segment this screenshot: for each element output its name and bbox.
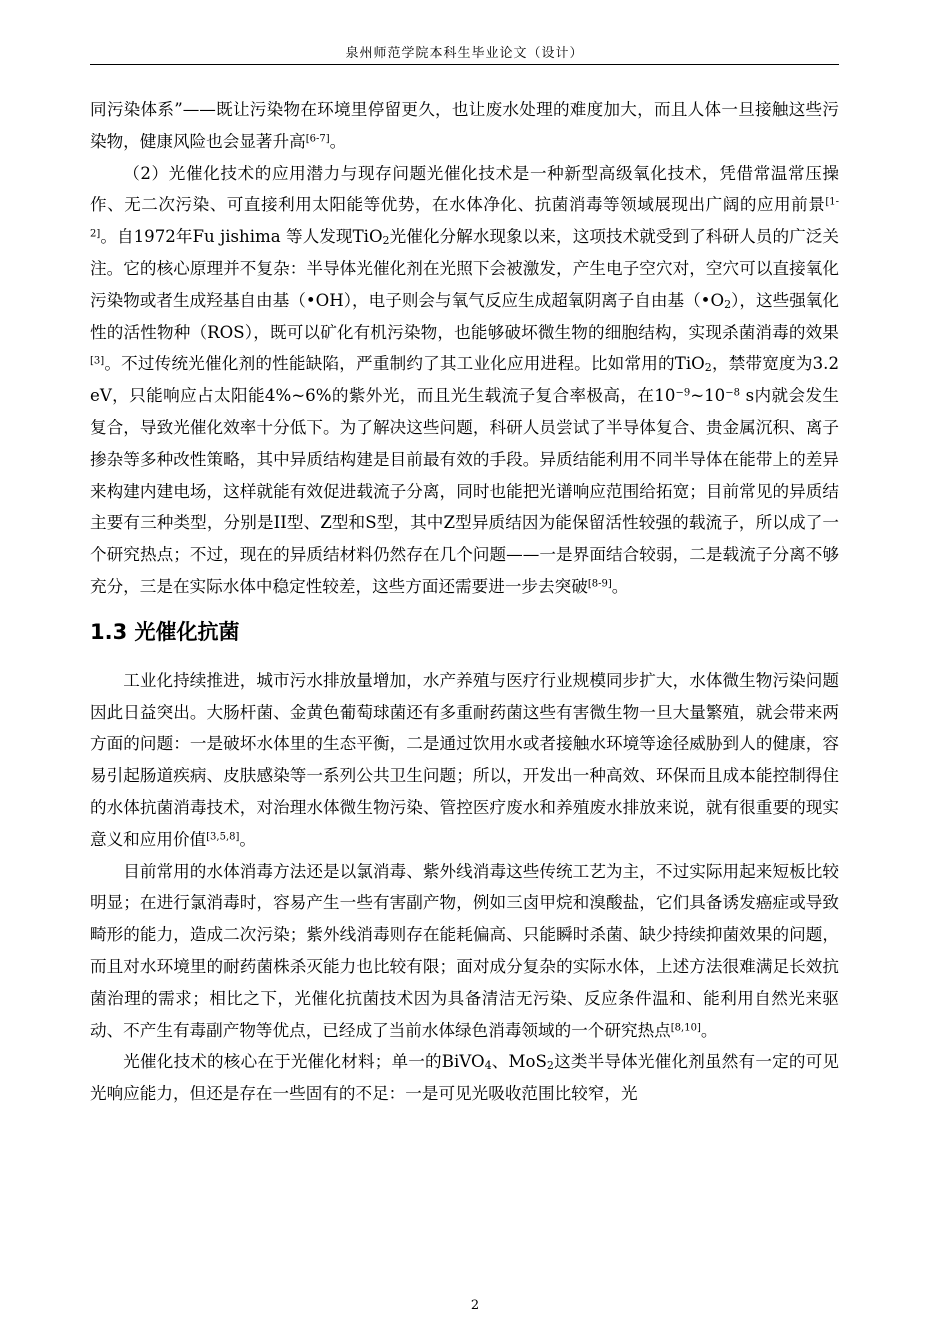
paragraph-continued: 同污染体系”——既让污染物在环境里停留更久，也让废水处理的难度加大，而且人体一旦接触这些污染物，健康风险也会显著升高[6-7]。: [90, 100, 839, 151]
header-rule: [90, 64, 839, 65]
citation: [1-2]: [90, 196, 839, 240]
page-body: [90, 94, 839, 1110]
citation: [8,10]: [670, 1022, 701, 1034]
citation: [8-9]: [587, 578, 612, 590]
paragraph-disinfection-methods: 目前常用的水体消毒方法还是以氯消毒、紫外线消毒这些传统工艺为主，不过实际用起来短板比较明显；在进行氯消毒时，容易产生一些有害副产物，例如三卤甲烷和溴酸盐，它们具备诱发癌症或导致畸形的能力，造成二次污染；紫外线消毒则存在能耗偏高、只能瞬时杀菌、缺少持续抑菌效果的问题，而且对水环境里的耐药菌株杀灭能力也比较有限；面对成分复杂的实际水体，上述方法很难满足长效抗菌治理的需求；相比之下，光催化抗菌技术因为具备清洁无污染、反应条件温和、能利用自然光来驱动、不产生有毒副产物等优点，已经成了当前水体绿色消毒领域的一个研究热点[8,10]。: [90, 861, 839, 1040]
paragraph-water-pollution: 工业化持续推进，城市污水排放量增加，水产养殖与医疗行业规模同步扩大，水体微生物污染问题因此日益突出。大肠杆菌、金黄色葡萄球菌还有多重耐药菌这些有害微生物一旦大量繁殖，就会带来两方面的问题：一是破坏水体里的生态平衡，二是通过饮用水或者接触水环境等途径威胁到人的健康，容易引起肠道疾病、皮肤感染等一系列公共卫生问题；所以，开发出一种高效、环保而且成本能控制得住的水体抗菌消毒技术，对治理水体微生物污染、管控医疗废水和养殖废水排放来说，就有很重要的现实意义和应用价值[3,5,8]。: [90, 670, 839, 849]
citation: [3]: [90, 355, 105, 367]
citation: [6-7]: [305, 133, 330, 145]
paragraph-photocatalysis-potential: （2）光催化技术的应用潜力与现存问题光催化技术是一种新型高级氧化技术，凭借常温常压操作、无二次污染、可直接利用太阳能等优势，在水体净化、抗菌消毒等领域展现出广阔的应用前景[1-2]。自1972年Fu jishima 等人发现TiO$_2$光催化分解水现象以来，这项技术就受到了科研人员的广泛关注。它的核心原理并不复杂：半导体光催化剂在光照下会被激发，产生电子空穴对，空穴可以直接氧化污染物或者生成羟基自由基（•OH），电子则会与氧气反应生成超氧阴离子自由基$(•O_2)$，这些强氧化性的活性物种（ROS），既可以矿化有机污染物，也能够破坏微生物的细胞结构，实现杀菌消毒的效果[3]。不过传统光催化剂的性能缺陷，严重制约了其工业化应用进程。比如常用的TiO$_2$，禁带宽度为3.2 eV，只能响应占太阳能4%~6%的紫外光，而且光生载流子复合率极高，在$10^{-9}\sim 10^{-8}$ s内就会发生复合，导致光催化效率十分低下。为了解决这些问题，科研人员尝试了半导体复合、贵金属沉积、离子掺杂等多种改性策略，其中异质结构建是目前最有效的手段。异质结能利用不同半导体在能带上的差异来构建内建电场，这样就能有效促进载流子分离，同时也能把光谱响应范围给拓宽；目前常见的异质结主要有三种类型，分别是II型、Z型和S型，其中Z型异质结因为能保留活性较强的载流子，所以成了一个研究热点；不过，现在的异质结材料仍然存在几个问题——一是界面结合较弱，二是载流子分离不够充分，三是在实际水体中稳定性较差，这些方面还需要进一步去突破[8-9]。: [90, 163, 840, 596]
section-heading: 1.3 光催化抗菌: [90, 619, 240, 644]
page-number: 2: [470, 1298, 480, 1313]
running-header: 泉州师范学院本科生毕业论文（设计）: [345, 46, 584, 61]
paragraph-photocatalytic-materials: 光催化技术的核心在于光催化材料；单一的BiVO$_4$、MoS$_2$这类半导体光催化剂虽然有一定的可见光响应能力，但还是存在一些固有的不足：一是可见光吸收范围比较窄，光: [90, 1052, 839, 1104]
citation: [3,5,8]: [206, 831, 240, 843]
